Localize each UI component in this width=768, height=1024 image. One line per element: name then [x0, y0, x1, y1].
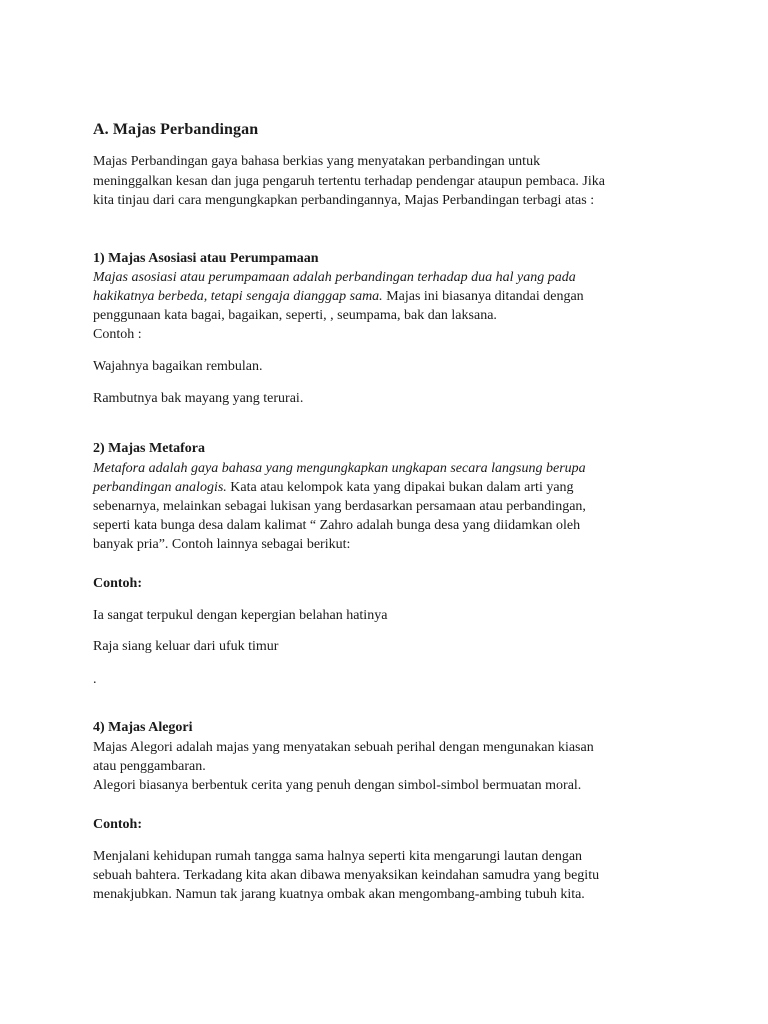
section2-contoh-label: Contoh:	[93, 576, 143, 591]
section1-line-2	[93, 287, 584, 306]
section1-line-2-italic: hakikatnya berbeda, tetapi sengaja dianggap sama.	[93, 289, 383, 304]
intro-line-2: meninggalkan kesan dan juga pengaruh tertentu terhadap pendengar ataupun pembaca. Jika	[93, 174, 605, 189]
section1-heading: 1) Majas Asosiasi atau Perumpamaan	[93, 251, 319, 266]
intro-line-1: Majas Perbandingan gaya bahasa berkias yang menyatakan perbandingan untuk	[93, 154, 541, 169]
section2-line-4: seperti kata bunga desa dalam kalimat “ Zahro adalah bunga desa yang diidamkan oleh	[93, 518, 581, 533]
intro-line-3: kita tinjau dari cara mengungkapkan perbandingannya, Majas Perbandingan terbagi atas :	[93, 193, 595, 208]
section1-line-1: Majas asosiasi atau perumpamaan adalah perbandingan terhadap dua hal yang pada	[93, 270, 576, 285]
page-title: A. Majas Perbandingan	[93, 121, 259, 138]
section2-example-1: Ia sangat terpukul dengan kepergian belahan hatinya	[93, 608, 388, 623]
section1-line-2-normal: Majas ini biasanya ditandai dengan	[382, 289, 584, 304]
section2-example-2: Raja siang keluar dari ufuk timur	[93, 639, 279, 654]
section4-line-1: Majas Alegori adalah majas yang menyatakan sebuah perihal dengan mengunakan kiasan	[93, 740, 594, 755]
section4-line-3: Alegori biasanya berbentuk cerita yang penuh dengan simbol-simbol bermuatan moral.	[93, 778, 582, 793]
section2-line-2-normal: Kata atau kelompok kata yang dipakai bukan dalam arti yang	[226, 480, 574, 495]
section4-example-line-1: Menjalani kehidupan rumah tangga sama halnya seperti kita mengarungi lautan dengan	[93, 849, 583, 864]
section1-example-2: Rambutnya bak mayang yang terurai.	[93, 391, 304, 406]
section1-example-1: Wajahnya bagaikan rembulan.	[93, 359, 263, 374]
section2-line-2	[93, 478, 574, 497]
section2-heading: 2) Majas Metafora	[93, 441, 205, 456]
section2-line-2-italic: perbandingan analogis.	[93, 480, 227, 495]
section2-dot: .	[93, 672, 97, 687]
section2-line-3: sebenarnya, melainkan sebagai lukisan yang berdasarkan persamaan atau perbandingan,	[93, 499, 586, 514]
section4-example-line-2: sebuah bahtera. Terkadang kita akan dibawa menyaksikan keindahan samudra yang begitu	[93, 868, 600, 883]
section2-line-1: Metafora adalah gaya bahasa yang mengungkapkan ungkapan secara langsung berupa	[93, 461, 586, 476]
section2-line-5: banyak pria”. Contoh lainnya sebagai berikut:	[93, 537, 351, 552]
section4-line-2: atau penggambaran.	[93, 759, 206, 774]
section1-line-3: penggunaan kata bagai, bagaikan, seperti, , seumpama, bak dan laksana.	[93, 308, 497, 323]
section4-contoh-label: Contoh:	[93, 817, 143, 832]
section4-heading: 4) Majas Alegori	[93, 720, 193, 735]
section4-example-line-3: menakjubkan. Namun tak jarang kuatnya ombak akan mengombang-ambing tubuh kita.	[93, 887, 585, 902]
section1-contoh-label: Contoh :	[93, 327, 142, 342]
